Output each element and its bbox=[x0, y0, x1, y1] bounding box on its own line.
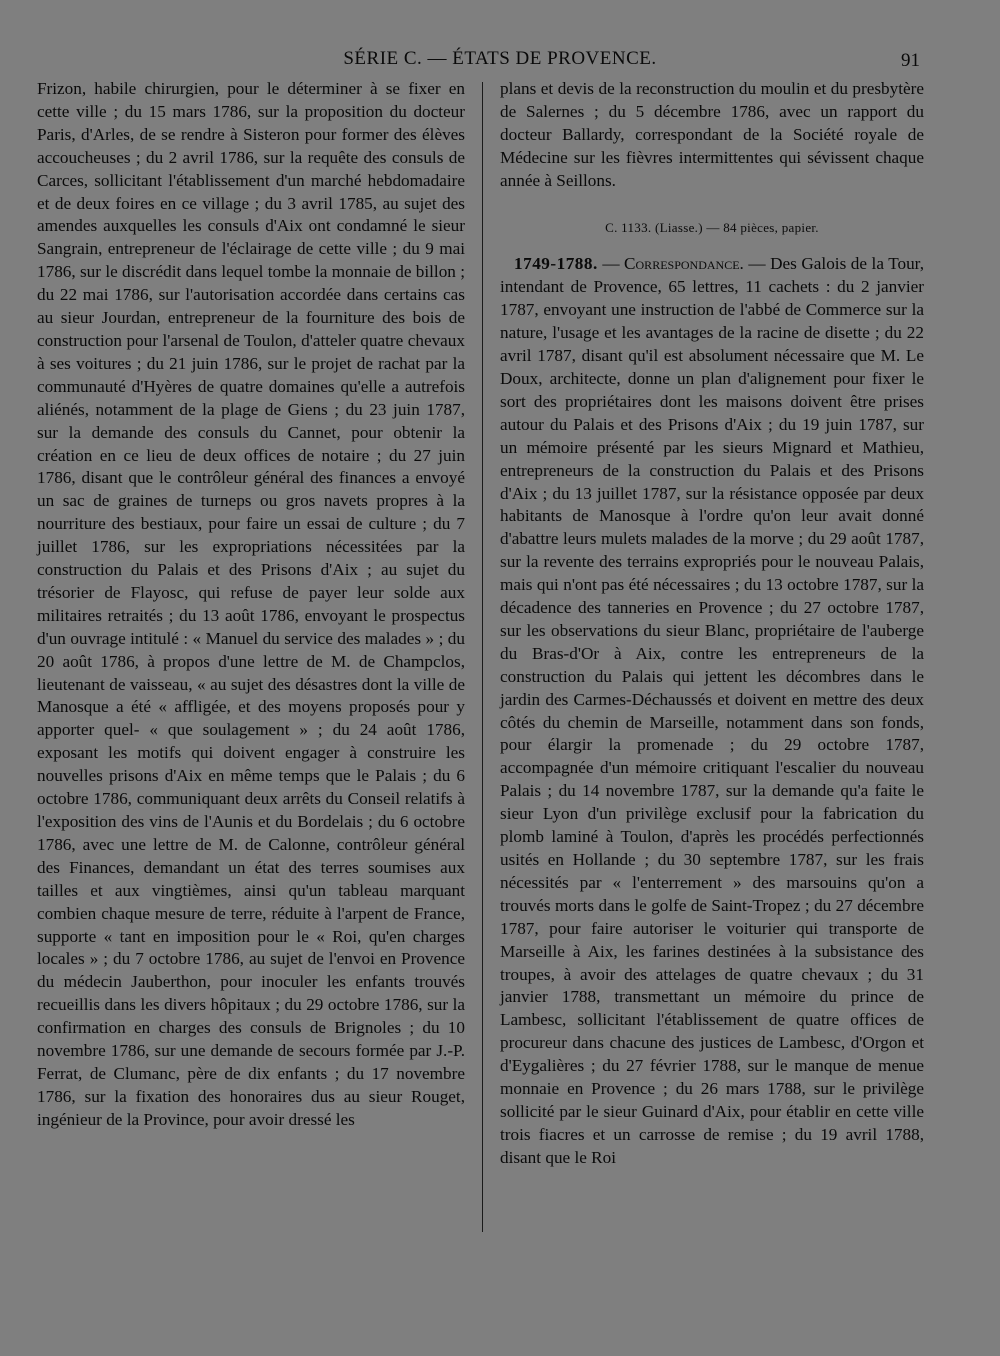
page-number: 91 bbox=[901, 50, 920, 71]
left-column-text: Frizon, habile chirurgien, pour le déterminer à se fixer en cette ville ; du 15 mars 1786, sur la proposition du docteur Paris, d'Arles, de se rendre à Sisteron pour former des élèves accoucheuses ; du 2 avril 1786, sur la requête des consuls de Carces, sollicitant l'établissement d'un marché hebdomadaire et de deux foires en ce village ; du 3 avril 1785, au sujet des amendes auxquelles les consuls d'Aix ont condamné le sieur Sangrain, entrepreneur de l'éclairage de cette ville ; du 9 mai 1786, sur le discrédit dans lequel tombe la monnaie de billon ; du 22 mai 1786, sur l'autorisation accordée dans certains cas au sieur Jourdan, entrepreneur de la fourniture des bois de construction pour l'arsenal de Toulon, d'atteler quatre chevaux à ses voitures ; du 21 juin 1786, sur le projet de rachat par la communauté d'Hyères de quatre domaines qu'elle a autrefois aliénés, notamment de la plage de Giens ; du 23 juin 1787, sur la demande des consuls du Cannet, pour obtenir la création en ce lieu de deux offices de notaire ; du 27 juin 1786, disant que le contrôleur général des finances a envoyé un sac de graines de turneps ou gros navets propres à la nourriture des bestiaux, pour faire un essai de culture ; du 7 juillet 1786, sur les expropriations nécessitées par la construction du Palais et des Prisons d'Aix ; au sujet du trésorier de Flayosc, qui refuse de payer leur solde aux militaires retraités ; du 13 août 1786, envoyant le prospectus d'un ouvrage intitulé : « Manuel du service des malades » ; du 20 août 1786, à propos d'une lettre de M. de Champclos, lieutenant de vaisseau, « au sujet des désastres dont la ville de Manosque a été « affligée, et des moyens proposés pour y apporter quel- « que soulagement » ; du 24 août 1786, exposant les motifs qui doivent engager à construire les nouvelles prisons d'Aix en même temps que le Palais ; du 6 octobre 1786, communiquant deux arrêts du Conseil relatifs à l'exposition des vins de l'Aunis et du Bordelais ; du 6 octobre 1786, avec une lettre de M. de Calonne, contrôleur général des Finances, demandant un état des terres soumises aux tailles et aux vingtièmes, ainsi qu'un tableau marquant combien chaque mesure de terre, réduite à l'arpent de France, supporte « tant en imposition pour le « Roi, qu'en charges locales » ; du 7 octobre 1786, au sujet de l'envoi en Provence du médecin Jauberthon, pour inoculer les enfants trouvés recueillis dans les divers hôpitaux ; du 29 octobre 1786, sur la confirmation en charges des consuls de Brignoles ; du 10 novembre 1786, sur une demande de secours formée par J.-P. Ferrat, de Clumanc, père de dix enfants ; du 17 novembre 1786, sur la fixation des honoraires dus au sieur Rouget, ingénieur de la Province, pour avoir dressé les bbox=[37, 79, 465, 1129]
entry-label: — Correspondance. bbox=[602, 254, 744, 274]
column-divider bbox=[482, 82, 483, 1232]
right-column bbox=[500, 78, 924, 1170]
archive-entry bbox=[500, 253, 924, 1169]
running-title: SÉRIE C. — ÉTATS DE PROVENCE. bbox=[343, 48, 657, 69]
entry-text: — Des Galois de la Tour, intendant de Provence, 65 lettres, 11 cachets : du 2 janvier 1787, envoyant une instruction de l'abbé de Commerce sur la nature, l'usage et les avantages de la racine de disette ; du 22 avril 1787, disant qu'il est absolument nécessaire que M. Le Doux, architecte, donne un plan d'alignement pour fixer le sort des propriétaires dont les maisons doivent être prises autour du Palais et des Prisons d'Aix ; du 19 juin 1787, sur un mémoire présenté par les sieurs Mignard et Mathieu, entrepreneurs de la construction du Palais et des Prisons d'Aix ; du 13 juillet 1787, sur la résistance opposée par deux habitants de Manosque à l'ordre qu'on leur avait donné d'abattre leurs mulets malades de la morve ; du 29 août 1787, sur la revente des terrains expropriés pour le nouveau Palais, mais qui n'ont pas été nécessaires ; du 13 octobre 1787, sur la décadence des tanneries en Provence ; du 27 octobre 1787, sur les observations du sieur Blanc, propriétaire de l'auberge du Bras-d'Or à Aix, contre les entrepreneurs de la construction du Palais qui jettent les décombres dans le jardin des Carmes-Déchaussés et doivent en mettre des deux côtés du chemin de Marseille, notamment dans son fonds, pour élargir la promenade ; du 29 octobre 1787, accompagnée d'un mémoire critiquant l'escalier du nouveau Palais ; du 14 novembre 1787, sur la demande qu'a faite le sieur Lyon d'un privilège exclusif pour la fabrication du plomb laminé à Toulon, d'après les procédés perfectionnés usités en Hollande ; du 30 septembre 1787, sur les frais nécessités par « l'enterrement » des marsouins qu'on a trouvés morts dans le golfe de Saint-Tropez ; du 27 décembre 1787, pour faire autoriser le voiturier qui transporte de Marseille à Aix, les farines destinées à la subsistance des troupes, à avoir des attelages de quatre chevaux ; du 31 janvier 1788, transmettant un mémoire du prince de Lambesc, sollicitant l'établissement de quatre offices de procureur dans chacune des justices de Lambesc, d'Orgon et d'Eygalières ; du 27 février 1788, sur le manque de menue monnaie en Provence ; du 26 mars 1788, sur le privilège sollicité par le sieur Guinard d'Aix, pour établir en cette ville trois fiacres et un carrosse de remise ; du 19 avril 1788, disant que le Roi bbox=[500, 254, 925, 1167]
left-column bbox=[37, 78, 465, 1132]
right-column-continuation: plans et devis de la reconstruction du moulin et du presbytère de Salernes ; du 5 décembre 1786, avec un rapport du docteur Ballardy, correspondant de la Société royale de Médecine sur les fièvres intermittentes qui sévissent chaque année à Seillons. bbox=[500, 79, 924, 190]
page-header bbox=[0, 44, 1000, 74]
archive-cote: C. 1133. (Liasse.) — 84 pièces, papier. bbox=[605, 219, 819, 235]
entry-date: 1749-1788. bbox=[514, 254, 598, 274]
